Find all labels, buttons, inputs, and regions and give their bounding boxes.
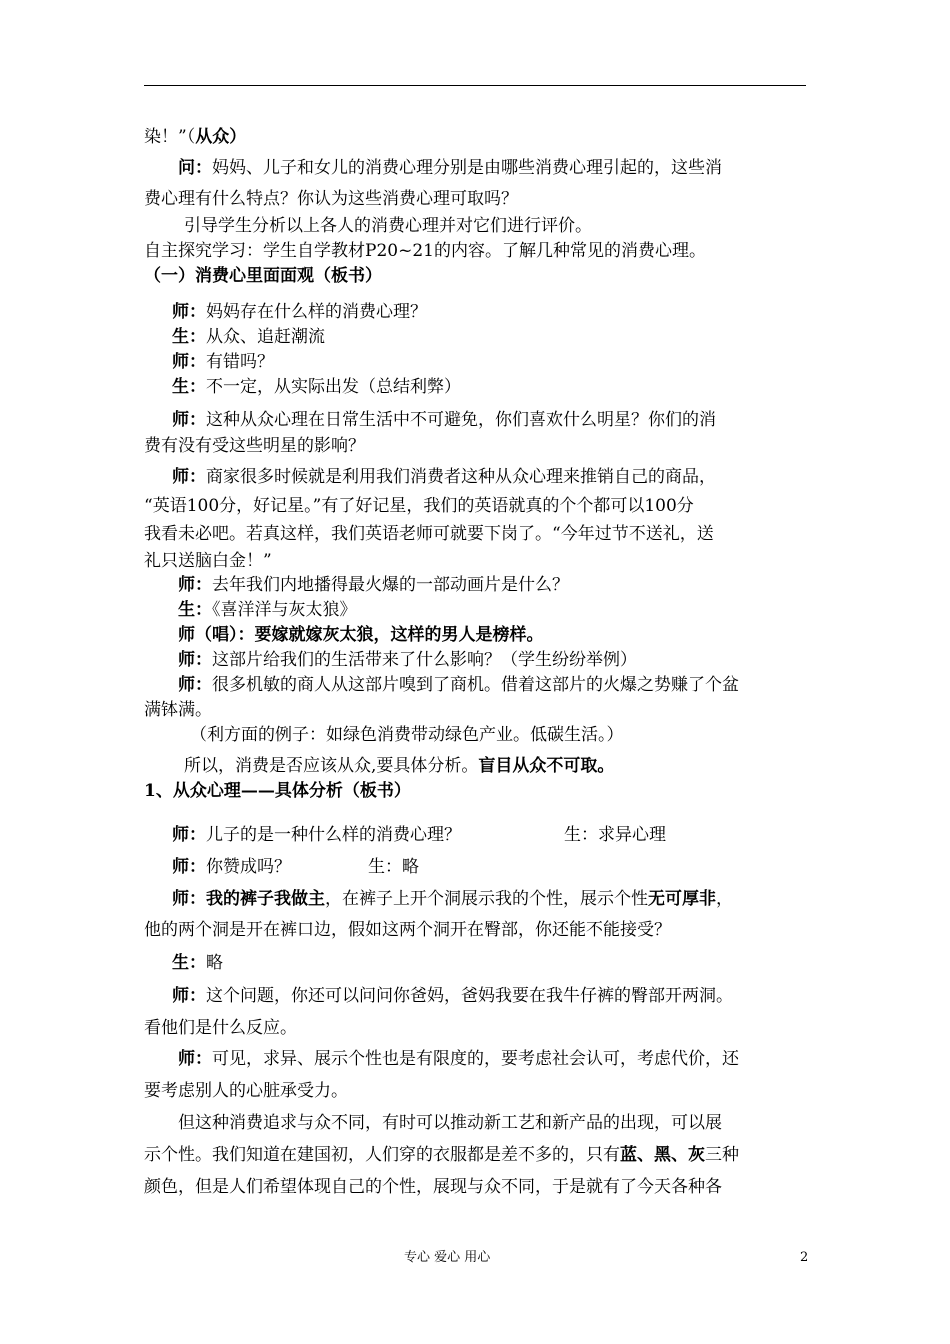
text-line	[172, 409, 716, 431]
text-run: 从众、追赶潮流	[206, 327, 325, 347]
text-run: 礼只送脑白金！”	[144, 551, 272, 571]
bold-run: 从众）	[195, 127, 247, 147]
bold-run: 师：	[172, 352, 206, 372]
bold-run: 生：	[172, 327, 206, 347]
text-run: 满钵满。	[144, 700, 212, 720]
text-line	[172, 301, 427, 323]
text-run: 《喜洋洋与灰太狼》	[212, 600, 357, 620]
text-line	[178, 649, 637, 671]
bold-run: 师：	[172, 302, 206, 322]
bold-run: 无可厚非	[648, 889, 716, 909]
text-line	[172, 856, 291, 878]
text-run: 这种从众心理在日常生活中不可避免，你们喜欢什么明星？你们的消	[206, 410, 716, 430]
text-line	[172, 952, 223, 974]
text-line	[184, 215, 592, 237]
bold-run: 师：我的裤子我做主	[172, 889, 325, 909]
text-run: 妈妈存在什么样的消费心理？	[206, 302, 427, 322]
bold-run: 师：	[178, 1049, 212, 1069]
bold-run: 1、从众心理——具体分析（板书）	[144, 781, 411, 801]
text-run: 这个问题，你还可以问问你爸妈，爸妈我要在我牛仔裤的臀部开两洞。	[206, 986, 733, 1006]
text-run: 引导学生分析以上各人的消费心理并对它们进行评价。	[184, 216, 592, 236]
bold-run: 师：	[172, 825, 206, 845]
text-line	[144, 265, 382, 287]
text-line	[144, 435, 365, 457]
text-run: 要考虑别人的心脏承受力。	[144, 1081, 348, 1101]
text-run: 商家很多时候就是利用我们消费者这种从众心理来推销自己的商品，	[206, 467, 716, 487]
text-run: （利方面的例子：如绿色消费带动绿色产业。低碳生活。）	[190, 725, 624, 745]
text-line	[144, 1080, 348, 1102]
bold-run: 生：	[178, 600, 212, 620]
text-line	[144, 550, 272, 572]
text-run: 可见，求异、展示个性也是有限度的，要考虑社会认可，考虑代价，还	[212, 1049, 739, 1069]
text-run: 费有没有受这些明星的影响？	[144, 436, 365, 456]
text-run: 所以，消费是否应该从众,要具体分析。	[184, 756, 479, 776]
text-run: 有错吗？	[206, 352, 274, 372]
footer-motto: 专心 爱心 用心	[404, 1250, 491, 1265]
bold-run: 生：	[172, 377, 206, 397]
text-run: 儿子的是一种什么样的消费心理？	[206, 825, 461, 845]
text-run: 三种	[705, 1145, 739, 1165]
bold-run: 蓝、黑、灰	[620, 1145, 705, 1165]
text-line	[172, 351, 274, 373]
text-line	[144, 523, 714, 545]
text-line	[144, 1144, 739, 1166]
bold-run: 师（唱）：要嫁就嫁灰太狼，这样的男人是榜样。	[178, 625, 544, 645]
bold-run: 师：	[172, 410, 206, 430]
text-line	[172, 888, 733, 910]
text-run: 染！”（	[144, 127, 196, 147]
text-line	[178, 599, 357, 621]
text-line	[172, 466, 716, 488]
text-line	[564, 824, 666, 846]
text-run: 妈妈、儿子和女儿的消费心理分别是由哪些消费心理引起的，这些消	[212, 158, 722, 178]
text-run: 去年我们内地播得最火爆的一部动画片是什么？	[212, 575, 569, 595]
text-line	[144, 919, 671, 941]
bold-run: 盲目从众不可取。	[478, 756, 615, 776]
text-line	[144, 188, 518, 210]
text-line	[144, 780, 411, 802]
text-run: 不一定，从实际出发（总结利弊）	[206, 377, 461, 397]
text-line	[144, 1176, 722, 1198]
text-run: 示个性。我们知道在建国初，人们穿的衣服都是差不多的，只有	[144, 1145, 620, 1165]
bold-run: 问：	[178, 158, 212, 178]
text-line	[172, 985, 733, 1007]
bold-run: 师：	[178, 650, 212, 670]
text-run: ，	[716, 889, 733, 909]
text-run: “英语100分，好记星。”有了好记星，我们的英语就真的个个都可以100分	[144, 496, 694, 516]
text-line	[144, 1017, 297, 1039]
text-line	[144, 699, 212, 721]
bold-run: （一）消费心里面面观（板书）	[144, 266, 382, 286]
text-line	[178, 1048, 739, 1070]
bold-run: 师：	[178, 675, 212, 695]
text-run: 你赞成吗？	[206, 857, 291, 877]
text-run: 但这种消费追求与众不同，有时可以推动新工艺和新产品的出现，可以展	[178, 1113, 722, 1133]
text-line	[172, 326, 325, 348]
text-run: 颜色，但是人们希望体现自己的个性，展现与众不同，于是就有了今天各种各	[144, 1177, 722, 1197]
text-line	[178, 624, 544, 646]
text-run: 生：略	[368, 857, 419, 877]
text-run: 很多机敏的商人从这部片嗅到了商机。借着这部片的火爆之势赚了个盆	[212, 675, 739, 695]
text-line	[178, 574, 569, 596]
text-run: 看他们是什么反应。	[144, 1018, 297, 1038]
text-line	[144, 495, 694, 517]
text-run: ，在裤子上开个洞展示我的个性，展示个性	[325, 889, 648, 909]
text-run: 费心理有什么特点？你认为这些消费心理可取吗？	[144, 189, 518, 209]
header-rule	[144, 85, 806, 86]
bold-run: 师：	[172, 857, 206, 877]
text-run: 生：求异心理	[564, 825, 666, 845]
bold-run: 师：	[172, 986, 206, 1006]
page-number: 2	[800, 1250, 809, 1265]
text-line	[172, 824, 461, 846]
text-line	[178, 1112, 722, 1134]
text-line	[184, 755, 614, 777]
text-line	[190, 724, 624, 746]
text-run: 这部片给我们的生活带来了什么影响？（学生纷纷举例）	[212, 650, 637, 670]
text-line	[172, 376, 461, 398]
text-run: 我看未必吧。若真这样，我们英语老师可就要下岗了。“今年过节不送礼，送	[144, 524, 714, 544]
text-line	[178, 674, 739, 696]
text-run: 略	[206, 953, 223, 973]
text-line	[368, 856, 419, 878]
bold-run: 生：	[172, 953, 206, 973]
text-line	[178, 157, 722, 179]
text-line	[144, 126, 246, 148]
bold-run: 师：	[172, 467, 206, 487]
text-run: 他的两个洞是开在裤口边，假如这两个洞开在臀部，你还能不能接受？	[144, 920, 671, 940]
text-run: 自主探究学习：学生自学教材P20~21的内容。了解几种常见的消费心理。	[144, 241, 706, 261]
bold-run: 师：	[178, 575, 212, 595]
text-line	[144, 240, 706, 262]
